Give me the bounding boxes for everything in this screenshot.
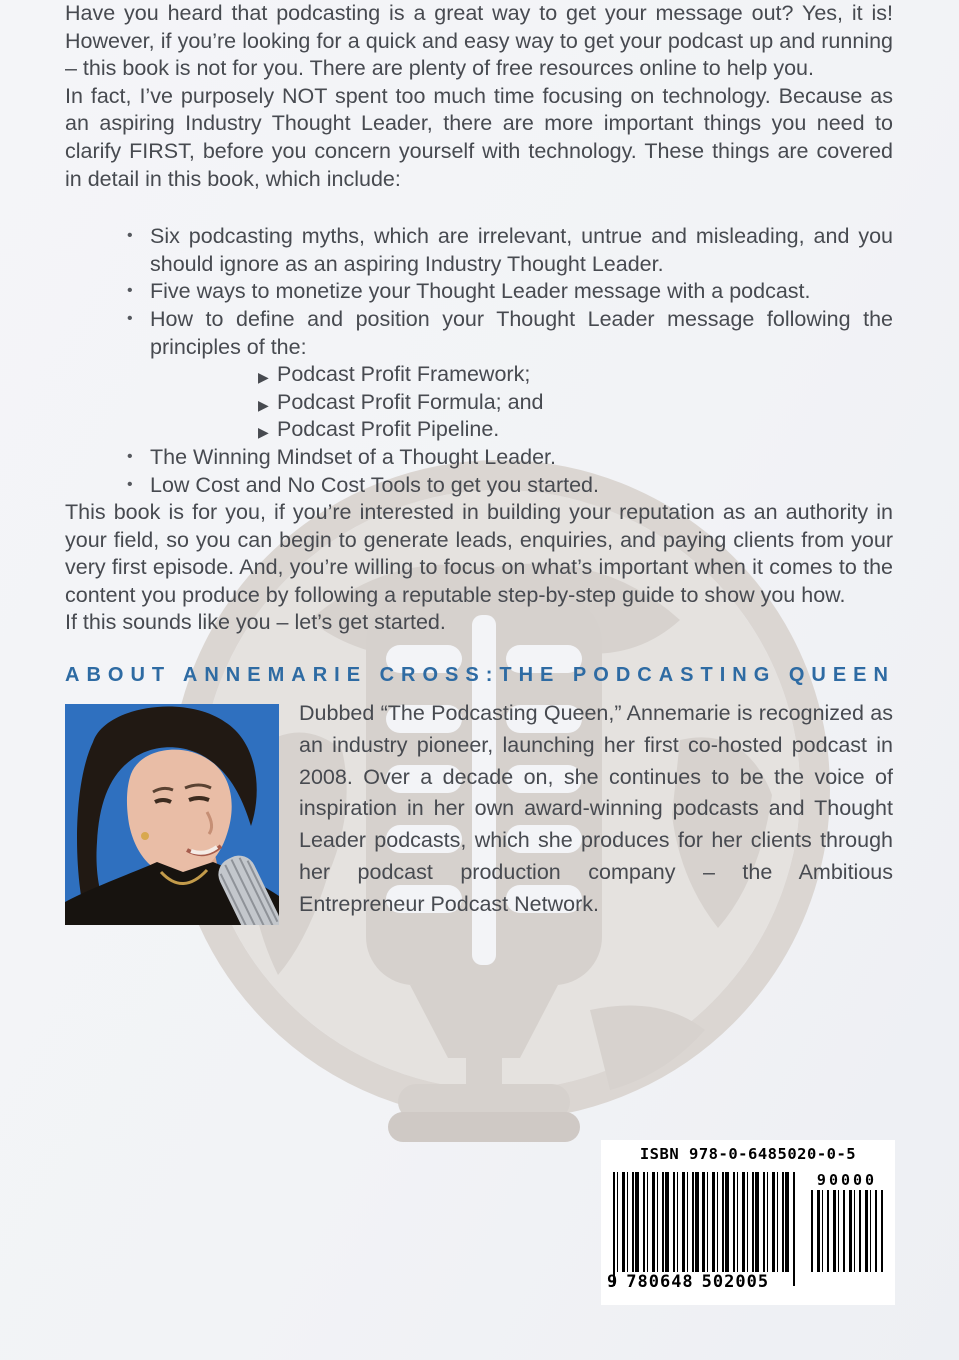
podcast-profit-sublist [150,361,893,444]
list-item [65,278,893,306]
barcode-bars [613,1172,795,1272]
barcode-digit-group: 780648 [622,1272,697,1292]
sub-list-item [258,416,893,444]
list-item [65,472,893,500]
list-item-text: The Winning Mindset of a Thought Leader. [150,444,556,469]
about-heading: ABOUT ANNEMARIE CROSS:THE PODCASTING QUEEN [65,664,895,687]
list-item [65,306,893,444]
topics-list [65,223,893,499]
author-photo [65,704,279,925]
bullet-icon: • [127,282,133,300]
closing-line: If this sounds like you – let’s get started. [65,610,446,635]
isbn-number: ISBN 978-0-6485020-0-5 [639,1145,857,1163]
arrow-bullet-icon: ▶ [258,396,269,413]
sub-list-item [258,361,893,389]
barcode-digit-lead: 9 [607,1272,619,1292]
sub-list-item-text: Podcast Profit Formula; and [277,389,544,414]
author-section [65,701,893,925]
list-item-text: Five ways to monetize your Thought Leader message with a podcast. [150,279,811,304]
arrow-bullet-icon: ▶ [258,424,269,441]
back-cover-text [65,0,893,925]
bullet-icon: • [127,309,133,327]
intro-paragraph: Have you heard that podcasting is a great way to get your message out? Yes, it is! However, if you’re looking for a quick and easy way to get your podcast up and running – this book is not for you. There are plenty of free resources online to help you. [65,1,893,81]
list-item-text: Low Cost and No Cost Tools to get you started. [150,472,599,497]
sub-list-item-text: Podcast Profit Framework; [277,362,531,387]
list-item-text: Six podcasting myths, which are irrelevant, untrue and misleading, and you should ignore as an aspiring Industry Thought Leader. [150,224,893,276]
barcode-digit-group: 502005 [698,1272,773,1292]
list-item-text: How to define and position your Thought Leader message following the principles of the: [150,306,893,359]
barcode-guard-bar [613,1172,615,1286]
author-bio: Dubbed “The Podcasting Queen,” Annemarie is recognized as an industry pioneer, launching her first co-hosted podcast in 2008. Over a decade on, she continues to be the voice of inspiration in her own award-winning podcasts and Thought Leader podcasts, which she produces for her clients through her podcast production company – the Ambitious Entrepreneur Podcast Network. [299,701,893,916]
audience-paragraph: This book is for you, if you’re interested in building your reputation as an authority in your field, so you can begin to generate leads, enquiries, and paying clients from your very first episode. And, you’re willing to focus on what’s important when it comes to the content you produce by following a reputable step-by-step guide to show you how. [65,500,893,607]
sub-list-item-text: Podcast Profit Pipeline. [277,417,500,442]
list-item [65,223,893,278]
sub-list-item [258,389,893,417]
barcode-guard-bar [793,1172,795,1286]
list-item [65,444,893,472]
bullet-icon: • [127,475,133,493]
bullet-icon: • [127,227,133,245]
bullet-icon: • [127,447,133,465]
isbn-barcode [601,1140,895,1305]
barcode-guard-bar [702,1172,704,1286]
barcode-price-code: 90000 [816,1171,878,1189]
arrow-bullet-icon: ▶ [258,369,269,386]
barcode-digits [607,1272,803,1292]
barcode-supplemental-bars [811,1190,883,1272]
technology-paragraph: In fact, I’ve purposely NOT spent too much time focusing on technology. Because as an aspiring Industry Thought Leader, there are more important things you need to clarify FIRST, before you concern yourself with technology. These things are covered in detail in this book, which include: [65,83,893,191]
